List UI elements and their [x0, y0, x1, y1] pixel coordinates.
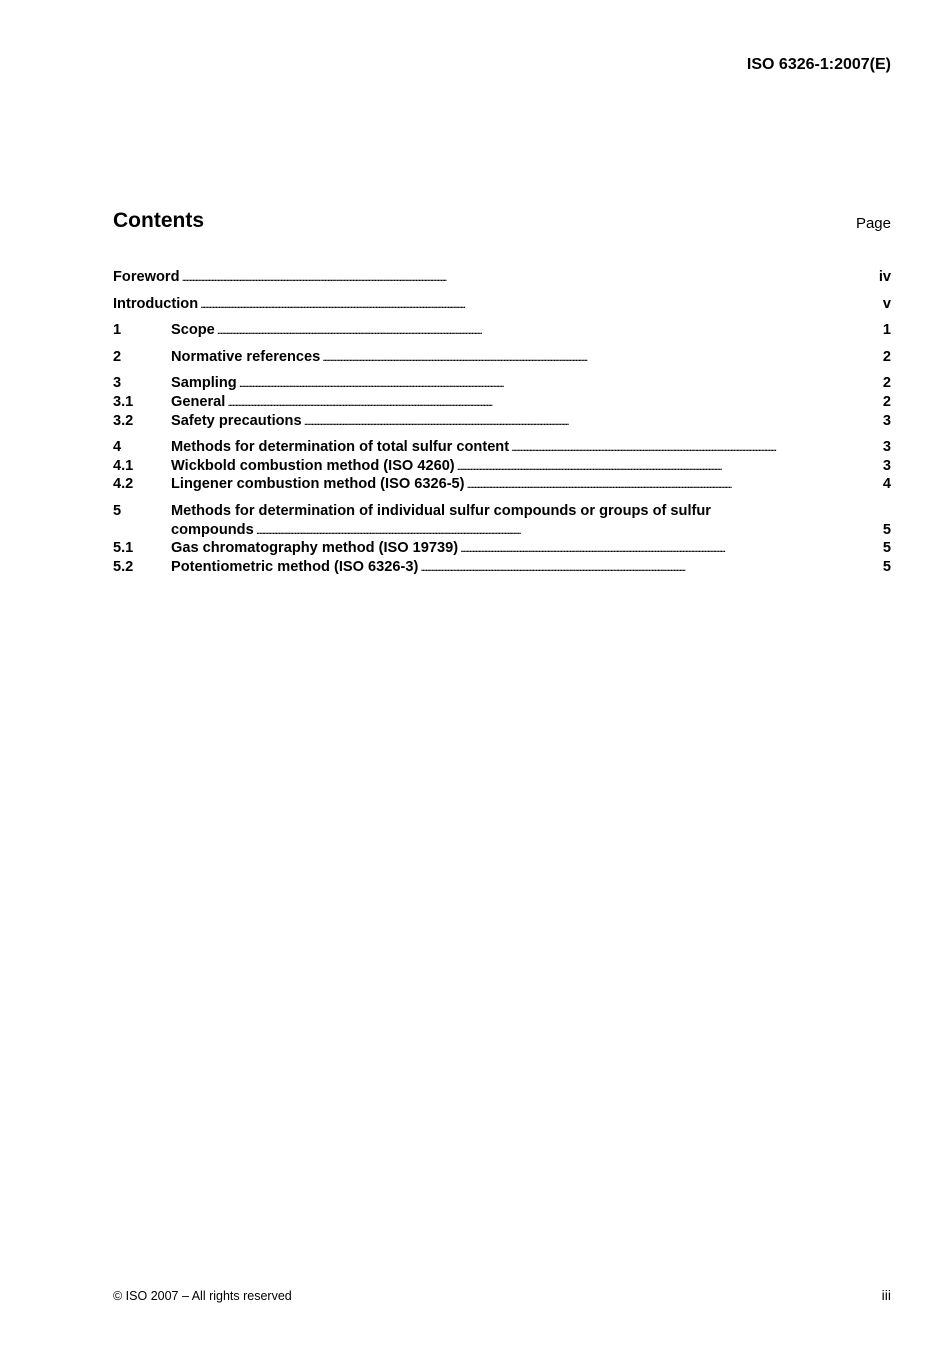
toc-entry-number: 3.2 — [113, 412, 134, 429]
toc-entry-number: 4 — [113, 439, 122, 456]
toc-entry-title: Gas chromatography method (ISO 19739) — [171, 540, 459, 557]
toc-entry-page: 3 — [882, 412, 891, 429]
toc-entry-foreword[interactable] — [113, 268, 891, 287]
toc-entry-page: 3 — [882, 439, 891, 456]
toc-group-1 — [113, 321, 891, 340]
toc-entry-scope[interactable] — [113, 321, 891, 340]
dot-leader — [460, 539, 881, 558]
toc-group-5 — [113, 502, 891, 576]
toc-entry-title: Lingener combustion method (ISO 6326-5) — [171, 476, 465, 493]
toc-entry-title-line1: Methods for determination of individual sulfur compounds or groups of sulfur — [171, 502, 711, 519]
document-id: ISO 6326-1:2007(E) — [746, 56, 891, 73]
toc-entry-page: 5 — [882, 521, 891, 538]
toc-entry-title: Wickbold combustion method (ISO 4260) — [171, 457, 455, 474]
toc-entry-number: 4.2 — [113, 476, 134, 493]
toc-group-3 — [113, 374, 891, 430]
toc-entry-page: v — [882, 295, 891, 312]
page-column-label: Page — [855, 215, 891, 232]
toc-group-4 — [113, 438, 891, 494]
table-of-contents — [113, 268, 891, 584]
toc-entry-title: Scope — [171, 322, 215, 339]
toc-entry-gas-chromatography[interactable] — [113, 539, 891, 558]
dot-leader — [239, 374, 881, 393]
toc-entry-title: Potentiometric method (ISO 6326-3) — [171, 558, 419, 575]
toc-entry-page: 2 — [882, 393, 891, 410]
toc-entry-title: General — [171, 393, 226, 410]
toc-entry-title: Methods for determination of total sulfur content — [171, 439, 510, 456]
toc-entry-title: Sampling — [171, 375, 237, 392]
dot-leader — [181, 268, 876, 287]
toc-entry-page: 1 — [882, 322, 891, 339]
copyright-notice: © ISO 2007 – All rights reserved — [113, 1289, 292, 1303]
toc-entry-lingener[interactable] — [113, 475, 891, 494]
toc-entry-normative-references[interactable] — [113, 348, 891, 367]
toc-entry-number: 3.1 — [113, 393, 134, 410]
toc-entry-page: 2 — [882, 348, 891, 365]
toc-entry-page: 2 — [882, 375, 891, 392]
toc-entry-page: 3 — [882, 457, 891, 474]
toc-entry-number: 3 — [113, 375, 122, 392]
dot-leader — [420, 558, 881, 577]
dot-leader — [217, 321, 881, 340]
toc-entry-title: Normative references — [171, 348, 321, 365]
dot-leader — [227, 393, 881, 412]
dot-leader — [200, 295, 881, 314]
toc-entry-number: 5.1 — [113, 540, 134, 557]
dot-leader — [511, 438, 881, 457]
toc-group-foreword — [113, 268, 891, 287]
toc-entry-number: 4.1 — [113, 457, 134, 474]
toc-entry-title-line2: compounds — [171, 521, 254, 538]
toc-group-2 — [113, 348, 891, 367]
toc-entry-introduction[interactable] — [113, 295, 891, 314]
toc-entry-individual-sulfur-compounds[interactable] — [113, 502, 891, 539]
dot-leader — [467, 475, 881, 494]
toc-entry-number: 5.2 — [113, 558, 134, 575]
dot-leader — [457, 457, 881, 476]
toc-entry-title: Introduction — [113, 295, 199, 312]
dot-leader — [322, 348, 881, 367]
toc-entry-page: 5 — [882, 540, 891, 557]
toc-entry-number: 2 — [113, 348, 122, 365]
toc-entry-number: 1 — [113, 322, 122, 339]
toc-entry-sampling[interactable] — [113, 374, 891, 393]
toc-entry-page: 5 — [882, 558, 891, 575]
toc-entry-page: iv — [878, 269, 891, 285]
toc-entry-number: 5 — [113, 502, 122, 519]
contents-heading: Contents — [113, 209, 204, 232]
toc-entry-title: Foreword — [113, 269, 180, 285]
toc-entry-safety-precautions[interactable] — [113, 412, 891, 431]
dot-leader — [256, 521, 881, 540]
toc-entry-page: 4 — [882, 476, 891, 493]
toc-entry-wickbold[interactable] — [113, 457, 891, 476]
toc-entry-general[interactable] — [113, 393, 891, 412]
page-number: iii — [881, 1287, 891, 1303]
toc-group-introduction — [113, 295, 891, 314]
toc-entry-total-sulfur[interactable] — [113, 438, 891, 457]
toc-entry-potentiometric[interactable] — [113, 558, 891, 577]
dot-leader — [304, 412, 881, 431]
toc-entry-title: Safety precautions — [171, 412, 302, 429]
